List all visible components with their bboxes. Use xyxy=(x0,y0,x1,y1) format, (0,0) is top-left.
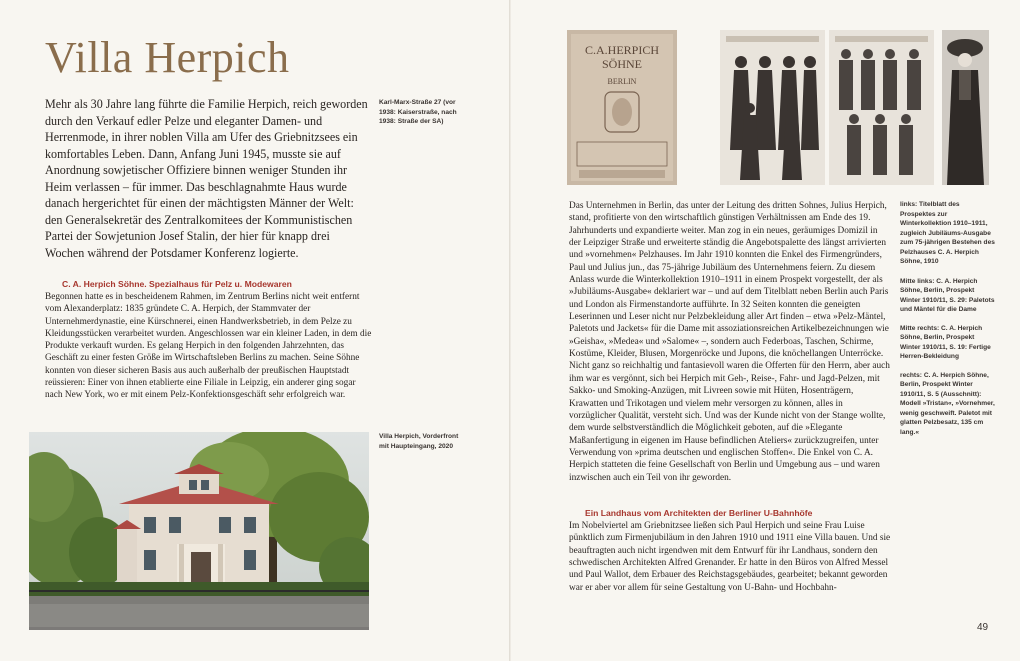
intro-paragraph: Mehr als 30 Jahre lang führte die Familie Herpich, reich geworden durch den Verkauf edler Pelze und eleganter Damen- und Herrenmode, in ihrer noblen Villa am Ufer des Griebnitzsees ein komfortables Leben. Dann, Anfang Juni 1945, musste sie auf Anordnung sowjetischer Offiziere binnen weniger Stunden ihr Heim verlassen – für immer. Das beschlagnahmte Haus wurde danach hergerichtet für einen der mächtigsten Männer der Welt: den Generalsekretär des Zentralkomitees der Kommunistischen Partei der Sowjetunion Josef Stalin, der hier für knapp drei Wochen während der Potsdamer Konferenz logierte. xyxy=(45,97,368,260)
caption-mid-left: Mitte links: C. A. Herpich Söhne, Berlin, Prospekt Winter 1910/11, S. 29: Paletots und Mäntel für die Dame xyxy=(900,277,995,313)
address-note: Karl-Marx-Straße 27 (vor 1938: Kaiserstraße, nach 1938: Straße der SA) xyxy=(379,99,457,125)
section1-body: Begonnen hatte es in bescheidenem Rahmen, im Zentrum Berlins nicht weit entfernt vom Alexanderplatz: 1835 gründete C. A. Herpich, der Stammvater der Unternehmerdynastie, eine Kürschnerei, einen Handwerksbetrieb, in dem Pelze zu Kleidungsstücken verarbeitet wurden. Angeschlossen war ein kleiner Laden, in dem die Produkte verkauft wurden. Es gelang Herpich in den folgenden Jahrzehnten, das Geschäft zu einer festen Größe im Wirtschaftsleben Berlins zu machen. Seine Söhne konnten von dieser sicheren Basis aus auch außerhalb der preußischen Hauptstadt reüssieren: Einer von ihnen etablierte eine Filiale in Leipzig, ein anderer ging sogar nach New York, wo er mit einem Pelz-Konfektionsgeschäft sehr erfolgreich war. xyxy=(45,292,372,401)
catalog-captions xyxy=(900,200,995,447)
caption-left: links: Titelblatt des Prospektes zur Winterkollektion 1910–1911, zugleich Jubiläums-Ausgabe zum 75-jährigen Bestehen des Pelzhauses C. A. Herpich Söhne, 1910 xyxy=(900,201,995,265)
villa-photo xyxy=(29,432,369,628)
section1-heading: C. A. Herpich Söhne. Spezialhaus für Pelz u. Modewaren xyxy=(62,279,292,289)
catalog-men-page xyxy=(829,30,934,185)
catalog-model-tristan xyxy=(942,30,989,185)
catalog-women-page xyxy=(720,30,825,185)
cover-city: BERLIN xyxy=(607,77,637,86)
catalog-cover-image xyxy=(567,30,677,185)
section2-heading: Ein Landhaus vom Architekten der Berliner U-Bahnhöfe xyxy=(585,508,813,518)
section2-body: Im Nobelviertel am Griebnitzsee ließen sich Paul Herpich und seine Frau Luise pünktlich zum Firmenjubiläum in den Jahren 1910 und 1911 eine Villa bauen. Und sie beauftragten auch nicht irgendwen mit dem Entwurf für ihr Landhaus, sondern den schwedischen Architekten Alfred Grenander. Er hatte in den Büros von Alfred Messel und Paul Wallot, dem Erbauer des Reichstagsgebäudes, gearbeitet; bekannt geworden war er aber vor allem für seine Gestaltung von U-Bahn- und Hochbahn- xyxy=(569,521,891,593)
caption-right: rechts: C. A. Herpich Söhne, Berlin, Prospekt Winter 1910/11, S. 5 (Ausschnitt): Modell »Tristan«, »Vornehmer, wenig geschweift. Paletot mit glatten Pelzbesatz, 135 cm lang.« xyxy=(900,371,995,436)
photo-sidewalk xyxy=(29,627,369,630)
photo-caption: Villa Herpich, Vorderfront mit Haupteingang, 2020 xyxy=(379,433,459,450)
page-number: 49 xyxy=(977,622,989,633)
caption-mid-right: Mitte rechts: C. A. Herpich Söhne, Berlin, Prospekt Winter 1910/11, S. 19: Fertige Herren-Bekleidung xyxy=(900,324,991,360)
page-gutter xyxy=(509,0,511,661)
page-title: Villa Herpich xyxy=(45,33,290,82)
cover-subtitle: SÖHNE xyxy=(601,57,643,71)
cover-title: C.A.HERPICH xyxy=(584,43,660,57)
right-column-text: Das Unternehmen in Berlin, das unter der Leitung des dritten Sohnes, Julius Herpich, stand, profitierte von den wirtschaftlich günstigen Verhältnissen am Ende des 19. Jahrhunderts und expandierte weiter. Man zog in ein neues, geräumiges Domizil in der Leipziger Straße und erweiterte ständig die Angebotspalette des längst arrivierten und »vornehmen« Pelzhauses. Im Jahr 1910 konnten die Enkel des Firmengründers, Paul und Julius jun., das 75-jährige Jubiläum des Unternehmens feiern. Zu diesem Anlass wurde die Winterkollektion 1910–1911 in einem Prospekt vorgestellt, der als »Jubiläums-Ausgabe« deklariert war – und auf dem Titelblatt neben Berlin auch Paris und London als Firmenstandorte aufführte. In 32 Seiten konnten die geneigten Leserinnen und Leser nicht nur Pelzbekleidung aller Art finden – etwa »Pelz-Mäntel, Paletots und Jackets« für die Dame mit assoziationsreichen Artikelbezeichnungen wie »Geisha«, »Medea« und »Salome« –, sondern auch Federboas, Taschen, Schirme, Kostüme, Kleider, Blusen, Morgenröcke und Jupons, die knöchellangen Unterröcke. Nicht ganz so reichhaltig und fantasievoll waren die Offerten für den Herrn, aber auch ihm war es vergönnt, sich bei Herpich mit Geh-, Reise-, Fahr- und Jagd-Pelzen, mit Sakko- und Smoking-Anzügen, mit Livreen sowie mit Hüten, Hosenträgern, Krawatten und Trikotagen und vielem mehr versorgen zu können, alles in vorzüglicher Qualität, versteht sich. Und was der Kunde nicht von der Stange wollte, dem wurde selbstverständlich die Möglichkeit geboten, auf die »Elegante Maßanfertigung in eigenen im Hause befindlichen Ateliers« zurückzugreifen, unter Verwendung von »prima deutschen und englischen Stoffen«. Die Enkel von C. A. Herpich statteten die feine Gesellschaft von Berlin und Umgebung aus – und waren inzwischen auch ein Teil von ihr geworden. xyxy=(569,201,890,483)
